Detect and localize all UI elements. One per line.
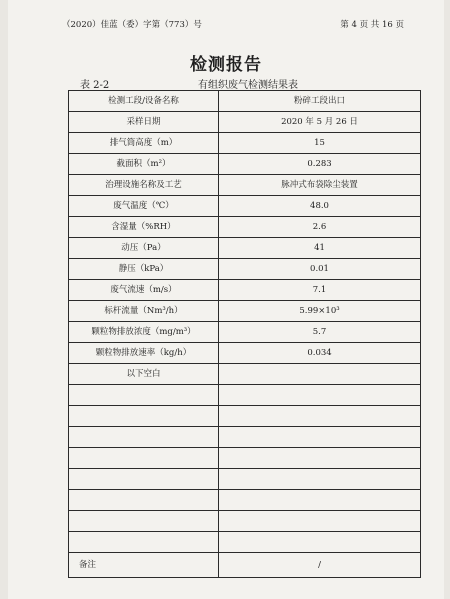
table-row — [69, 301, 421, 322]
row-label — [69, 490, 219, 511]
row-label: 废气流速（m/s） — [69, 280, 219, 301]
table-row — [69, 469, 421, 490]
table-row — [69, 406, 421, 427]
remark-label: 备注 — [69, 553, 219, 578]
row-value — [219, 406, 421, 427]
table-row — [69, 448, 421, 469]
row-label: 以下空白 — [69, 364, 219, 385]
row-value: 0.283 — [219, 154, 421, 175]
row-value — [219, 511, 421, 532]
table-row — [69, 532, 421, 553]
row-label: 排气筒高度（m） — [69, 133, 219, 154]
table-row — [69, 280, 421, 301]
row-label: 废气温度（℃） — [69, 196, 219, 217]
row-value: 粉碎工段出口 — [219, 91, 421, 112]
table-row — [69, 511, 421, 532]
row-label: 截面积（m²） — [69, 154, 219, 175]
row-label: 标杆流量（Nm³/h） — [69, 301, 219, 322]
remark-row — [69, 553, 421, 578]
row-label: 颗粒物排放速率（kg/h） — [69, 343, 219, 364]
row-value: 7.1 — [219, 280, 421, 301]
row-value: 脉冲式布袋除尘装置 — [219, 175, 421, 196]
row-label: 检测工段/设备名称 — [69, 91, 219, 112]
table-row — [69, 112, 421, 133]
table-row — [69, 154, 421, 175]
report-title: 检测报告 — [190, 55, 262, 75]
document-number: （2020）佳蓝（委）字第（773）号 — [62, 20, 202, 30]
row-value — [219, 532, 421, 553]
row-label — [69, 427, 219, 448]
report-page — [8, 0, 444, 599]
row-label — [69, 532, 219, 553]
row-label: 动压（Pa） — [69, 238, 219, 259]
row-value — [219, 490, 421, 511]
row-label — [69, 406, 219, 427]
page-number: 第 4 页 共 16 页 — [340, 20, 404, 30]
row-label: 采样日期 — [69, 112, 219, 133]
table-row — [69, 490, 421, 511]
table-title: 有组织废气检测结果表 — [198, 80, 298, 91]
row-value — [219, 385, 421, 406]
row-value: 0.01 — [219, 259, 421, 280]
row-value: 2.6 — [219, 217, 421, 238]
row-value — [219, 364, 421, 385]
table-row — [69, 385, 421, 406]
table-row — [69, 175, 421, 196]
table-row — [69, 238, 421, 259]
row-value — [219, 427, 421, 448]
table-row — [69, 364, 421, 385]
table-row — [69, 259, 421, 280]
table-row — [69, 322, 421, 343]
row-label — [69, 469, 219, 490]
table-row — [69, 343, 421, 364]
table-number: 表 2-2 — [80, 80, 110, 91]
row-value: 48.0 — [219, 196, 421, 217]
row-label: 静压（kPa） — [69, 259, 219, 280]
row-value — [219, 469, 421, 490]
table-row — [69, 91, 421, 112]
table-row — [69, 133, 421, 154]
table-row — [69, 427, 421, 448]
row-value — [219, 448, 421, 469]
row-value: 5.7 — [219, 322, 421, 343]
row-label: 颗粒物排放浓度（mg/m³） — [69, 322, 219, 343]
row-label — [69, 511, 219, 532]
row-label: 治理设施名称及工艺 — [69, 175, 219, 196]
table-row — [69, 217, 421, 238]
results-table-body — [69, 91, 421, 578]
row-value: 0.034 — [219, 343, 421, 364]
remark-value: / — [219, 553, 421, 578]
row-value: 15 — [219, 133, 421, 154]
row-label: 含湿量（%RH） — [69, 217, 219, 238]
row-value: 5.99×10³ — [219, 301, 421, 322]
row-label — [69, 448, 219, 469]
row-value: 41 — [219, 238, 421, 259]
row-label — [69, 385, 219, 406]
table-row — [69, 196, 421, 217]
row-value: 2020 年 5 月 26 日 — [219, 112, 421, 133]
results-table — [68, 90, 421, 578]
